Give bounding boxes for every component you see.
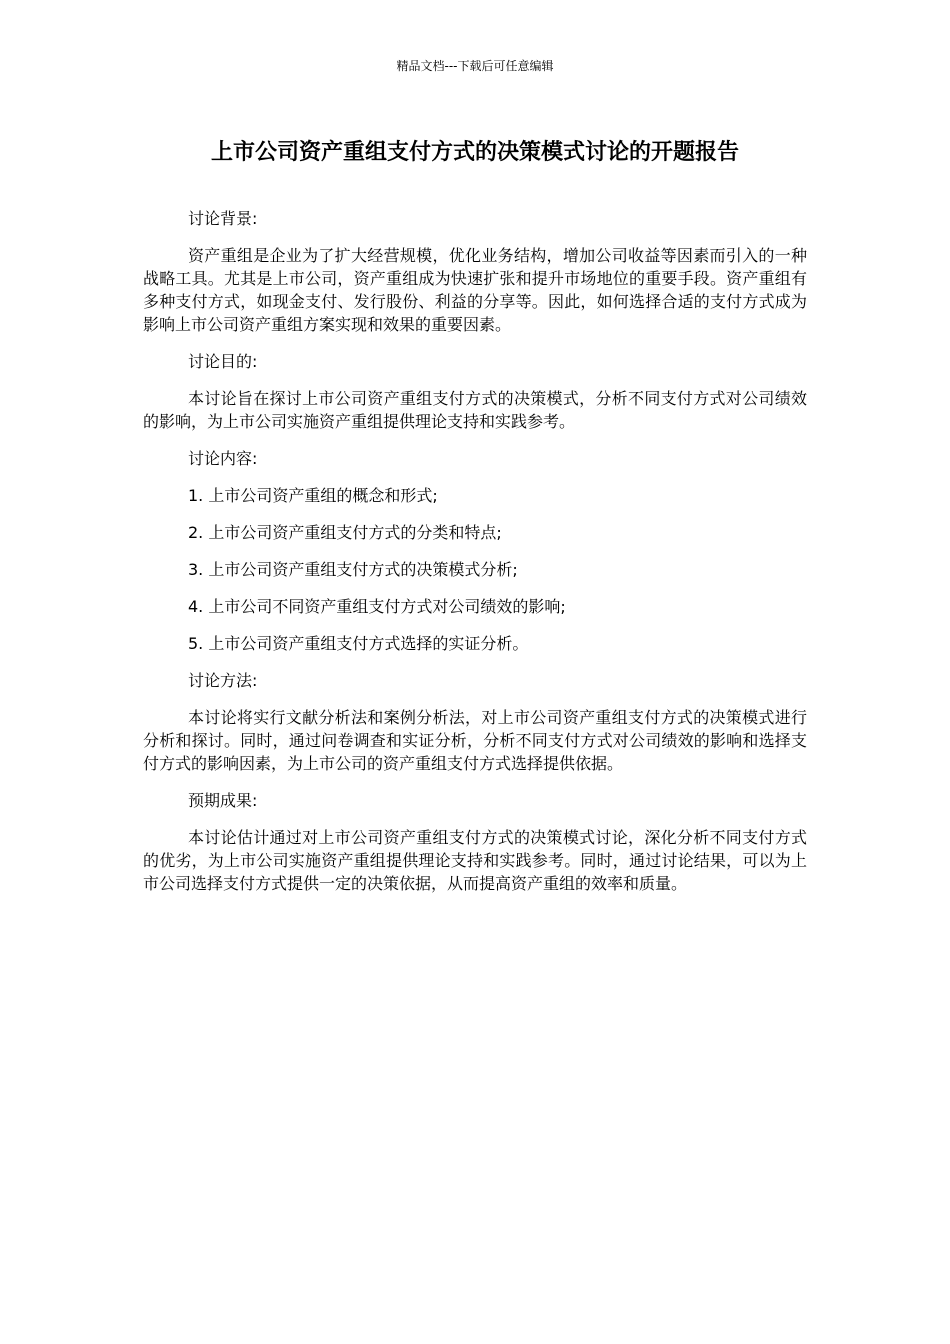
- results-paragraph: 本讨论估计通过对上市公司资产重组支付方式的决策模式讨论，深化分析不同支付方式的优劣，为上市公司实施资产重组提供理论支持和实践参考。同时，通过讨论结果，可以为上市公司选择支付方式提供一定的决策依据，从而提高资产重组的效率和质量。: [143, 828, 807, 893]
- content-list-item: 2. 上市公司资产重组支付方式的分类和特点;: [188, 523, 502, 542]
- purpose-heading: 讨论目的:: [188, 352, 258, 371]
- background-paragraph: 资产重组是企业为了扩大经营规模，优化业务结构，增加公司收益等因素而引入的一种战略工具。尤其是上市公司，资产重组成为快速扩张和提升市场地位的重要手段。资产重组有多种支付方式，如现金支付、发行股份、利益的分享等。因此，如何选择合适的支付方式成为影响上市公司资产重组方案实现和效果的重要因素。: [143, 246, 807, 334]
- purpose-paragraph: 本讨论旨在探讨上市公司资产重组支付方式的决策模式，分析不同支付方式对公司绩效的影响，为上市公司实施资产重组提供理论支持和实践参考。: [143, 389, 807, 431]
- content-list-item: 3. 上市公司资产重组支付方式的决策模式分析;: [188, 560, 518, 579]
- method-paragraph: 本讨论将实行文献分析法和案例分析法，对上市公司资产重组支付方式的决策模式进行分析和探讨。同时，通过问卷调查和实证分析，分析不同支付方式对公司绩效的影响和选择支付方式的影响因素，为上市公司的资产重组支付方式选择提供依据。: [143, 708, 807, 773]
- document-body: [143, 207, 807, 909]
- content-list-item: 5. 上市公司资产重组支付方式选择的实证分析。: [188, 634, 529, 653]
- results-heading: 预期成果:: [188, 791, 258, 810]
- document-title: 上市公司资产重组支付方式的决策模式讨论的开题报告: [210, 140, 739, 165]
- method-heading: 讨论方法:: [188, 671, 258, 690]
- content-list-item: 1. 上市公司资产重组的概念和形式;: [188, 486, 438, 505]
- content-heading: 讨论内容:: [188, 449, 258, 468]
- page-header: 精品文档---下载后可任意编辑: [396, 59, 554, 73]
- content-list-item: 4. 上市公司不同资产重组支付方式对公司绩效的影响;: [188, 597, 566, 616]
- background-heading: 讨论背景:: [188, 209, 258, 228]
